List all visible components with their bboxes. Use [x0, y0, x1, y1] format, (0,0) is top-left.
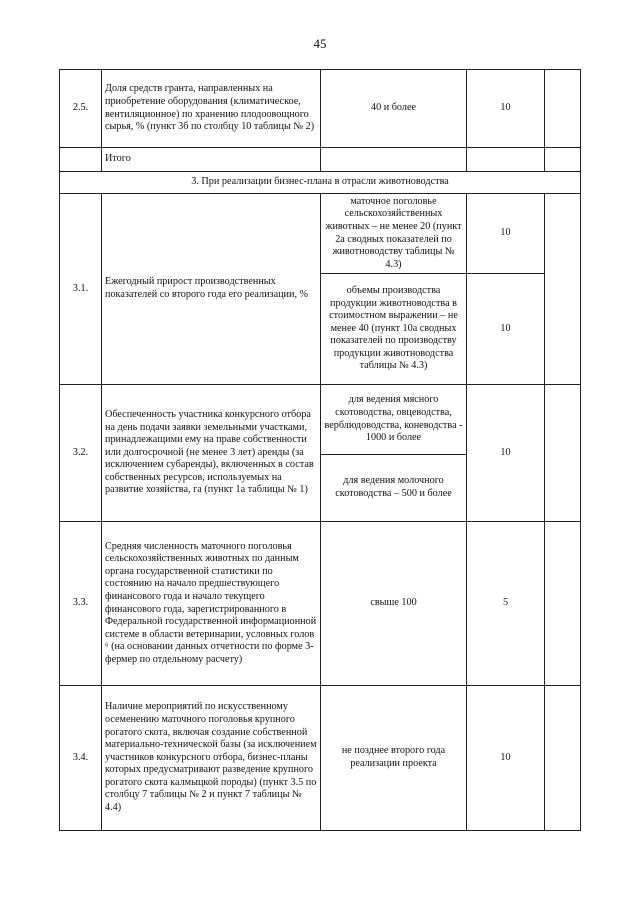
table-row-3-1-a	[60, 194, 581, 274]
empty-cell	[321, 148, 467, 172]
criteria-table	[59, 69, 581, 831]
condition-text: объемы производства продукции животноводства в стоимостном выражении – не менее 40 (пункт 10а сводных показателей по производству продукции животноводства таблицы № 4.3)	[321, 274, 467, 385]
table-row-2-5	[60, 70, 581, 148]
condition-split-cell	[321, 385, 467, 522]
extra-cell	[545, 70, 581, 148]
criterion-text: Доля средств гранта, направленных на приобретение оборудования (климатическое, вентиляционное) по хранению плодоовощного сырья, % (пункт 3б по столбцу 10 таблицы № 2)	[102, 70, 321, 148]
criterion-text: Обеспеченность участника конкурсного отбора на день подачи заявки земельными участками, принадлежащими ему на праве собственности или долгосрочной (не менее 3 лет) аренды (за исключением субаренды), включенных в состав собственных ресурсов, используемых на развитие хозяйства, га (пункт 1а таблицы № 1)	[102, 385, 321, 522]
row-number: 3.2.	[60, 385, 102, 522]
page-number: 45	[313, 36, 327, 51]
empty-cell	[545, 148, 581, 172]
row-number: 3.3.	[60, 522, 102, 686]
table-row-3-2	[60, 385, 581, 522]
score-value: 10	[467, 70, 545, 148]
empty-cell	[467, 148, 545, 172]
extra-cell	[545, 686, 581, 831]
score-value: 10	[467, 385, 545, 522]
total-label: Итого	[102, 148, 321, 172]
condition-text: не позднее второго года реализации проекта	[321, 686, 467, 831]
score-value: 10	[467, 686, 545, 831]
score-value: 5	[467, 522, 545, 686]
row-number: 2.5.	[60, 70, 102, 148]
section-title: 3. При реализации бизнес-плана в отрасли животноводства	[60, 172, 581, 194]
extra-cell	[545, 194, 581, 385]
condition-text: для ведения мясного скотоводства, овцеводства, верблюдоводства, коневодства - 1000 и более	[321, 385, 466, 455]
table-row-3-4	[60, 686, 581, 831]
criterion-text: Наличие мероприятий по искусственному осеменению маточного поголовья крупного рогатого скота, включая создание собственной материально-технической базы (за исключением участников конкурсного отбора, бизнес-планы которых предусматривают разведение крупного рогатого скота калмыцкой породы) (пункт 3.5 по столбцу 7 таблицы № 2 и пункт 7 таблицы № 4.4)	[102, 686, 321, 831]
extra-cell	[545, 385, 581, 522]
criterion-text: Ежегодный прирост производственных показателей со второго года его реализации, %	[102, 194, 321, 385]
empty-cell	[60, 148, 102, 172]
condition-text: маточное поголовье сельскохозяйственных животных – не менее 20 (пункт 2а сводных показателей по животноводству таблицы № 4.3)	[321, 194, 467, 274]
section-header-row	[60, 172, 581, 194]
condition-text: 40 и более	[321, 70, 467, 148]
table-row-3-3	[60, 522, 581, 686]
score-value: 10	[467, 194, 545, 274]
score-value: 10	[467, 274, 545, 385]
row-number: 3.4.	[60, 686, 102, 831]
condition-text: свыше 100	[321, 522, 467, 686]
table-row-total	[60, 148, 581, 172]
criterion-text: Средняя численность маточного поголовья сельскохозяйственных животных по данным органа государственной статистики по состоянию на начало предшествующего финансового года и начало текущего финансового года, зарегистрированного в Федеральной государственной информационной системе в области ветеринарии, условных голов ⁶ (на основании данных отчетности по форме 3-фермер по отдельному расчету)	[102, 522, 321, 686]
condition-text: для ведения молочного скотоводства – 500 и более	[335, 475, 452, 499]
row-number: 3.1.	[60, 194, 102, 385]
extra-cell	[545, 522, 581, 686]
